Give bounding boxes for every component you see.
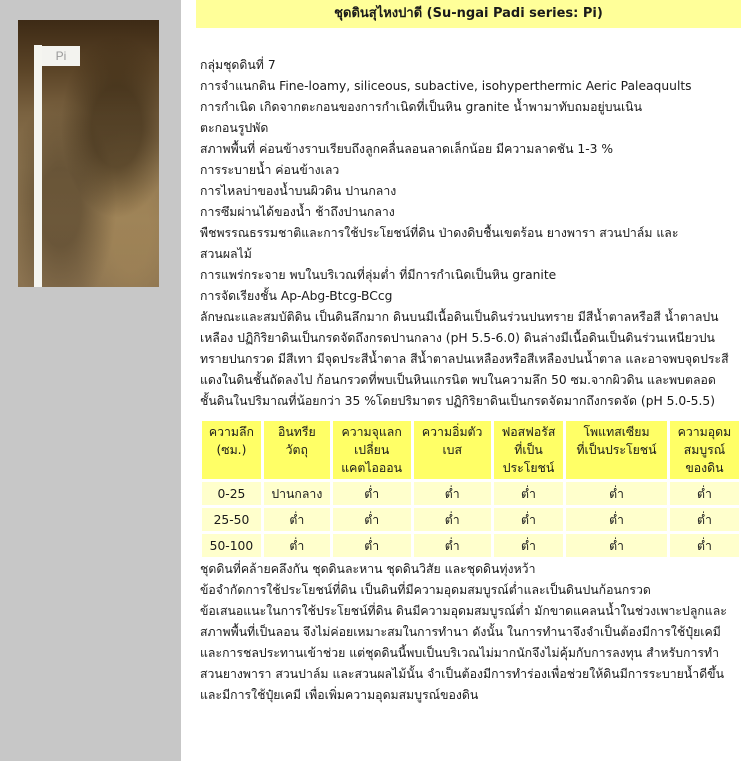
soil-notes	[200, 559, 745, 706]
desc-line: การไหลบ่าของน้ำบนผิวดิน ปานกลาง	[200, 184, 397, 198]
table-row	[202, 534, 739, 557]
desc-line: การแพร่กระจาย พบในบริเวณที่ลุ่มต่ำ ที่มีการกำเนิดเป็นหิน granite	[200, 268, 557, 282]
note-line: สภาพพื้นที่เป็นลอน จึงไม่ค่อยเหมาะสมในการทำนา ดังนั้น ในการทำนาจึงจำเป็นต้องมีการใช้ปุ๋ยเคมี	[200, 625, 721, 639]
table-cell: ต่ำ	[264, 534, 330, 557]
table-cell: ต่ำ	[333, 508, 411, 531]
table-cell: ต่ำ	[414, 482, 491, 505]
table-cell: ปานกลาง	[264, 482, 330, 505]
table-cell: 25-50	[202, 508, 261, 531]
left-sidebar	[0, 0, 181, 761]
desc-line: การจำแนกดิน Fine-loamy, siliceous, subactive, isohyperthermic Aeric Paleaquults	[200, 79, 692, 93]
table-cell: ต่ำ	[494, 508, 563, 531]
page-title: ชุดดินสุไหงปาดี (Su-ngai Padi series: Pi)	[196, 0, 741, 28]
table-cell: ต่ำ	[414, 534, 491, 557]
note-line: ข้อเสนอแนะในการใช้ประโยชน์ที่ดิน ดินมีความอุดมสมบูรณ์ต่ำ มักขาดแคลนน้ำในช่วงเพาะปลูกและ	[200, 604, 727, 618]
col-header-cec: ความจุแลก เปลี่ยน แคตไอออน	[333, 421, 411, 479]
photo-label: Pi	[42, 46, 80, 66]
desc-line: สวนผลไม้	[200, 247, 252, 261]
desc-line: พืชพรรณธรรมชาติและการใช้ประโยชน์ที่ดิน ป่าดงดิบชื้นเขตร้อน ยางพารา สวนปาล์ม และ	[200, 226, 679, 240]
measuring-rod	[34, 45, 42, 287]
note-line: และการชลประทานเข้าช่วย แต่ชุดดินนี้พบเป็นบริเวณไม่มากนักจึงไม่คุ้มกับการลงทุน สำหรับการทำ	[200, 646, 719, 660]
table-cell: ต่ำ	[670, 508, 739, 531]
soil-description	[200, 55, 745, 412]
desc-line: เหลือง ปฏิกิริยาดินเป็นกรดจัดถึงกรดปานกลาง (pH 5.5-6.0) ดินล่างมีเนื้อดินเป็นดินร่วนเหนียวปน	[200, 331, 715, 345]
note-line: ชุดดินที่คล้ายคลึงกัน ชุดดินละหาน ชุดดินวิสัย และชุดดินทุ่งหว้า	[200, 562, 536, 576]
table-row	[202, 482, 739, 505]
table-cell: 50-100	[202, 534, 261, 557]
desc-line: การกำเนิด เกิดจากตะกอนของการกำเนิดที่เป็นหิน granite น้ำพามาทับถมอยู่บนเนิน	[200, 100, 642, 114]
table-cell: ต่ำ	[566, 482, 667, 505]
note-line: สวนยางพารา สวนปาล์ม และสวนผลไม้นั้น จำเป็นต้องมีการทำร่องเพื่อช่วยให้ดินมีการระบายน้ำดีขึ้น	[200, 667, 724, 681]
desc-line: ลักษณะและสมบัติดิน เป็นดินลึกมาก ดินบนมีเนื้อดินเป็นดินร่วนปนทราย มีสีน้ำตาลหรือสี น้ำตาลปน	[200, 310, 719, 324]
desc-line: ทรายปนกรวด มีสีเทา มีจุดประสีน้ำตาล สีน้ำตาลปนเหลืองหรือสีเหลืองปนน้ำตาล และอาจพบจุดประสี	[200, 352, 729, 366]
note-line: ข้อจำกัดการใช้ประโยชน์ที่ดิน เป็นดินที่มีความอุดมสมบูรณ์ต่ำและเป็นดินปนก้อนกรวด	[200, 583, 651, 597]
table-cell: 0-25	[202, 482, 261, 505]
table-header-row	[202, 421, 739, 479]
table-cell: ต่ำ	[414, 508, 491, 531]
table-cell: ต่ำ	[333, 534, 411, 557]
col-header-base-saturation: ความอิ่มตัว เบส	[414, 421, 491, 479]
col-header-potassium: โพแทสเซียม ที่เป็นประโยชน์	[566, 421, 667, 479]
col-header-depth: ความลึก (ซม.)	[202, 421, 261, 479]
desc-line: กลุ่มชุดดินที่ 7	[200, 58, 276, 72]
table-cell: ต่ำ	[566, 508, 667, 531]
table-cell: ต่ำ	[494, 482, 563, 505]
col-header-phosphorus: ฟอสฟอรัส ที่เป็น ประโยชน์	[494, 421, 563, 479]
table-row	[202, 508, 739, 531]
col-header-fertility: ความอุดม สมบูรณ์ ของดิน	[670, 421, 739, 479]
desc-line: ชั้นดินในปริมาณที่น้อยกว่า 35 %โดยปริมาตร ปฏิกิริยาดินเป็นกรดจัดมากถึงกรดจัด (pH 5.0-5.5)	[200, 394, 716, 408]
desc-line: การซึมผ่านได้ของน้ำ ช้าถึงปานกลาง	[200, 205, 395, 219]
table-cell: ต่ำ	[333, 482, 411, 505]
desc-line: ตะกอนรูปพัด	[200, 121, 269, 135]
table-cell: ต่ำ	[494, 534, 563, 557]
table-cell: ต่ำ	[566, 534, 667, 557]
table-cell: ต่ำ	[670, 482, 739, 505]
desc-line: การระบายน้ำ ค่อนข้างเลว	[200, 163, 340, 177]
desc-line: แดงในดินชั้นถัดลงไป ก้อนกรวดที่พบเป็นหินแกรนิต พบในความลึก 50 ซม.จากผิวดิน และพบตลอด	[200, 373, 716, 387]
note-line: และมีการใช้ปุ๋ยเคมี เพื่อเพิ่มความอุดมสมบูรณ์ของดิน	[200, 688, 479, 702]
table-cell: ต่ำ	[670, 534, 739, 557]
desc-line: สภาพพื้นที่ ค่อนข้างราบเรียบถึงลูกคลื่นลอนลาดเล็กน้อย มีความลาดชัน 1-3 %	[200, 142, 614, 156]
desc-line: การจัดเรียงชั้น Ap-Abg-Btcg-BCcg	[200, 289, 393, 303]
soil-profile-photo	[18, 20, 159, 287]
soil-properties-table	[199, 418, 742, 560]
col-header-organic-matter: อินทรีย วัตถุ	[264, 421, 330, 479]
table-cell: ต่ำ	[264, 508, 330, 531]
